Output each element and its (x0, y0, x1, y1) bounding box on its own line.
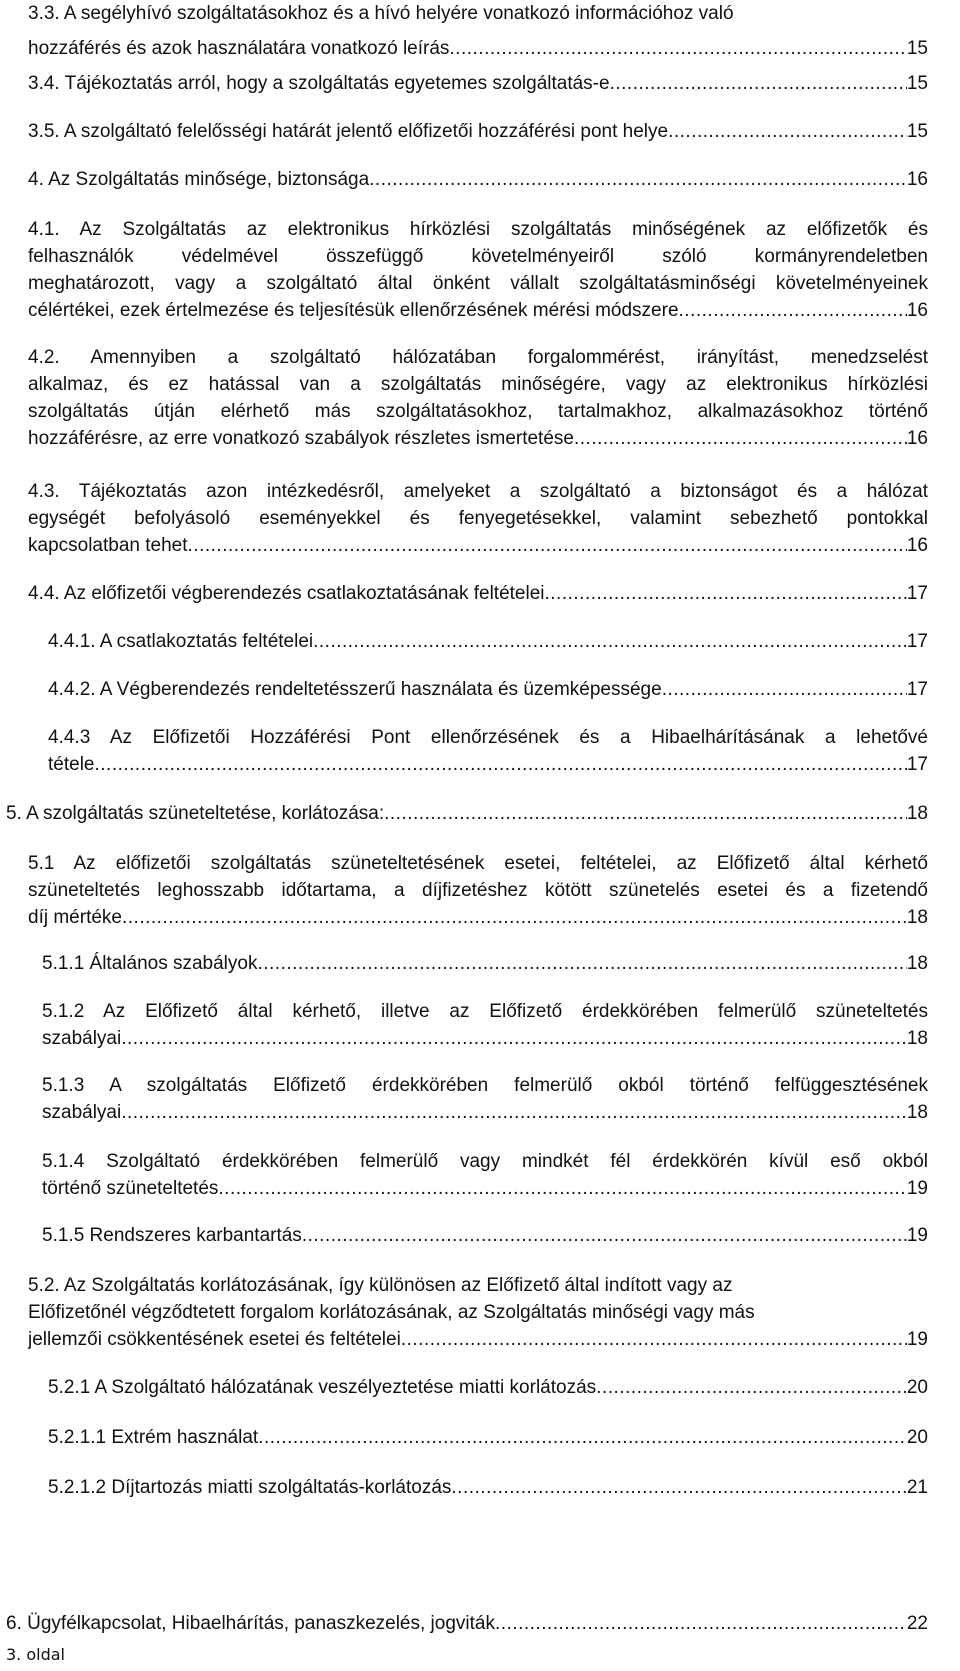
toc-entry-text: 5. A szolgáltatás szüneteltetése, korlátozása: (6, 803, 385, 824)
leader-dots (257, 950, 906, 977)
toc-entry-last-line (42, 1025, 928, 1052)
toc-entry-4-1[interactable] (28, 216, 928, 324)
toc-entry-last-line (42, 1099, 928, 1126)
toc-entry-last-line (28, 904, 928, 931)
toc-entry-line: Előfizetőnél végződtetett forgalom korlátozásának, az Szolgáltatás minőségi vagy más (28, 1302, 755, 1323)
toc-entry-4-3[interactable] (28, 478, 928, 559)
toc-entry-last-line (48, 676, 928, 703)
toc-entry-last-line (48, 1474, 928, 1501)
toc-entry-last-line (48, 628, 928, 655)
leader-dots (369, 166, 907, 193)
toc-entry-line: 4.3. Tájékoztatás azon intézkedésről, amelyeket a szolgáltató a biztonságot és a hálózat (28, 481, 928, 502)
toc-entry-line: meghatározott, vagy a szolgáltató által önként vállalt szolgáltatásminőségi követelményeinek (28, 273, 928, 294)
toc-entry-text: szabályai (42, 1102, 122, 1123)
toc-page-number: 17 (906, 583, 928, 604)
toc-page-number: 18 (906, 907, 928, 928)
toc-entry-text: történő szüneteltetés (42, 1178, 219, 1199)
toc-page-number: 16 (906, 428, 928, 449)
toc-entry-text: kapcsolatban tehet (28, 535, 188, 556)
toc-entry-last-line (48, 751, 928, 778)
toc-entry-line: alkalmaz, és ez hatással van a szolgáltatás minőségére, vagy az elektronikus hírközlési (28, 374, 928, 395)
toc-entry-5-2-1[interactable] (48, 1374, 928, 1401)
toc-entry-4[interactable] (28, 166, 928, 193)
toc-page-number: 18 (906, 953, 928, 974)
toc-page-number: 18 (906, 1102, 928, 1123)
toc-entry-last-line (48, 1374, 928, 1401)
toc-page-number: 16 (906, 535, 928, 556)
leader-dots (121, 1025, 907, 1052)
toc-entry-3-4[interactable] (28, 70, 928, 97)
toc-page-number: 22 (906, 1613, 928, 1634)
toc-entry-last-line (28, 166, 928, 193)
toc-page-number: 15 (906, 38, 928, 59)
toc-entry-text: díj mértéke (28, 907, 122, 928)
toc-entry-text: célértékei, ezek értelmezése és teljesítésük ellenőrzésének mérési módszere (28, 300, 679, 321)
toc-entry-4-2[interactable] (28, 344, 928, 452)
leader-dots (668, 118, 907, 145)
toc-page-number: 16 (906, 169, 928, 190)
toc-entry-line: 5.1.4 Szolgáltató érdekkörében felmerülő vagy mindkét fél érdekkörén kívül eső okból (42, 1151, 928, 1172)
leader-dots (188, 532, 907, 559)
toc-entry-text: 3.4. Tájékoztatás arról, hogy a szolgáltatás egyetemes szolgáltatás-e (28, 73, 610, 94)
toc-page-number: 15 (906, 73, 928, 94)
leader-dots (679, 297, 907, 324)
leader-dots (545, 580, 907, 607)
toc-entry-line: egységét befolyásoló eseményekkel és fenyegetésekkel, valamint sebezhető pontokkal (28, 508, 928, 529)
toc-entry-last-line (42, 1175, 928, 1202)
toc-entry-line: felhasználók védelmével összefüggő követelményeiről szóló kormányrendeletben (28, 246, 928, 267)
toc-entry-5-1-3[interactable] (42, 1072, 928, 1126)
toc-entry-text: 3.5. A szolgáltató felelősségi határát jelentő előfizetői hozzáférési pont helye (28, 121, 669, 142)
toc-entry-5-2-1-2[interactable] (48, 1474, 928, 1501)
page-footer-label: 3. oldal (6, 1645, 65, 1664)
toc-page-number: 18 (906, 803, 928, 824)
toc-entry-line: szüneteltetés leghosszabb időtartama, a díjfizetéshez kötött szünetelés esetei és a fizetendő (28, 880, 928, 901)
leader-dots (384, 800, 907, 827)
toc-entry-text: 4.4. Az előfizetői végberendezés csatlakoztatásának feltételei (28, 583, 545, 604)
toc-entry-last-line (28, 70, 928, 97)
leader-dots (302, 1222, 907, 1249)
toc-entry-line: szolgáltatás útján elérhető más szolgáltatásokhoz, tartalmakhoz, alkalmazásokhoz történő (28, 401, 928, 422)
toc-entry-line: 5.1.2 Az Előfizető által kérhető, illetve az Előfizető érdekkörében felmerülő szüneteltetés (42, 1001, 928, 1022)
toc-entry-last-line (28, 297, 928, 324)
toc-entry-last-line (42, 950, 928, 977)
toc-entry-last-line (6, 1610, 928, 1637)
toc-page-number: 17 (906, 679, 928, 700)
toc-page-number: 19 (906, 1225, 928, 1246)
toc-page-number: 16 (906, 300, 928, 321)
toc-entry-text: hozzáférés és azok használatára vonatkozó leírás (28, 38, 450, 59)
toc-entry-line: 4.2. Amennyiben a szolgáltató hálózatában forgalommérést, irányítást, menedzselést (28, 347, 928, 368)
toc-entry-4-4-1[interactable] (48, 628, 928, 655)
toc-entry-5-1-1[interactable] (42, 950, 928, 977)
toc-entry-4-4-2[interactable] (48, 676, 928, 703)
toc-entry-5-1[interactable] (28, 850, 928, 931)
toc-entry-text: 5.2.1.1 Extrém használat (48, 1427, 259, 1448)
leader-dots (121, 1099, 907, 1126)
toc-entry-line: 5.1 Az előfizetői szolgáltatás szüneteltetésének esetei, feltételei, az Előfizető által kérhető (28, 853, 928, 874)
leader-dots (574, 425, 907, 452)
toc-entry-text: 4. Az Szolgáltatás minősége, biztonsága (28, 169, 370, 190)
toc-entry-last-line (6, 800, 928, 827)
toc-entry-line: 5.2. Az Szolgáltatás korlátozásának, így különösen az Előfizető által indított vagy az (28, 1275, 733, 1296)
toc-entry-3-5[interactable] (28, 118, 928, 145)
toc-entry-text: jellemzői csökkentésének esetei és feltételei (28, 1329, 401, 1350)
toc-entry-line: 4.1. Az Szolgáltatás az elektronikus hírközlési szolgáltatás minőségének az előfizetők és (28, 219, 928, 240)
leader-dots (218, 1175, 906, 1202)
toc-page-number: 15 (906, 121, 928, 142)
toc-entry-line: 4.4.3 Az Előfizetői Hozzáférési Pont ellenőrzésének és a Hibaelhárításának a lehetővé (48, 727, 928, 748)
leader-dots (258, 1424, 907, 1451)
toc-entry-3-3[interactable] (28, 0, 928, 62)
toc-entry-text: 6. Ügyfélkapcsolat, Hibaelhárítás, panaszkezelés, jogviták (6, 1613, 495, 1634)
toc-page-number: 18 (906, 1028, 928, 1049)
toc-entry-6[interactable] (6, 1610, 928, 1637)
toc-entry-text: tétele (48, 754, 95, 775)
toc-entry-last-line (28, 118, 928, 145)
toc-entry-text: szabályai (42, 1028, 122, 1049)
leader-dots (122, 904, 907, 931)
leader-dots (449, 35, 906, 62)
toc-entry-5-2[interactable] (28, 1272, 928, 1353)
toc-entry-last-line (28, 580, 928, 607)
toc-entry-line: 3.3. A segélyhívó szolgáltatásokhoz és a hívó helyére vonatkozó információhoz való (28, 3, 734, 24)
toc-entry-5-1-4[interactable] (42, 1148, 928, 1202)
leader-dots (662, 676, 907, 703)
toc-entry-last-line (28, 1326, 928, 1353)
toc-entry-4-4[interactable] (28, 580, 928, 607)
toc-entry-last-line (28, 35, 928, 62)
leader-dots (313, 628, 907, 655)
toc-entry-text: 5.2.1 A Szolgáltató hálózatának veszélyeztetése miatti korlátozás (48, 1377, 597, 1398)
leader-dots (596, 1374, 907, 1401)
toc-entry-text: hozzáférésre, az erre vonatkozó szabályok részletes ismertetése (28, 428, 574, 449)
toc-page-number: 21 (906, 1477, 928, 1498)
toc-page-number: 19 (906, 1178, 928, 1199)
toc-page-number: 17 (906, 631, 928, 652)
toc-entry-5-2-1-1[interactable] (48, 1424, 928, 1451)
leader-dots (94, 751, 906, 778)
leader-dots (610, 70, 907, 97)
toc-entry-text: 5.1.5 Rendszeres karbantartás (42, 1225, 302, 1246)
toc-entry-5[interactable] (6, 800, 928, 827)
toc-entry-text: 5.1.1 Általános szabályok (42, 953, 258, 974)
toc-entry-last-line (48, 1424, 928, 1451)
toc-page-number: 17 (906, 754, 928, 775)
leader-dots (451, 1474, 906, 1501)
toc-entry-4-4-3[interactable] (48, 724, 928, 778)
toc-entry-text: 5.2.1.2 Díjtartozás miatti szolgáltatás-korlátozás (48, 1477, 452, 1498)
toc-entry-text: 4.4.1. A csatlakoztatás feltételei (48, 631, 314, 652)
toc-entry-5-1-5[interactable] (42, 1222, 928, 1249)
leader-dots (495, 1610, 907, 1637)
toc-entry-last-line (42, 1222, 928, 1249)
toc-entry-last-line (28, 532, 928, 559)
toc-entry-last-line (28, 425, 928, 452)
toc-page-number: 20 (906, 1377, 928, 1398)
toc-entry-text: 4.4.2. A Végberendezés rendeltetésszerű használata és üzemképessége (48, 679, 662, 700)
toc-page-number: 19 (906, 1329, 928, 1350)
toc-entry-5-1-2[interactable] (42, 998, 928, 1052)
leader-dots (401, 1326, 907, 1353)
toc-entry-line: 5.1.3 A szolgáltatás Előfizető érdekkörében felmerülő okból történő felfüggesztésének (42, 1075, 928, 1096)
toc-page-number: 20 (906, 1427, 928, 1448)
